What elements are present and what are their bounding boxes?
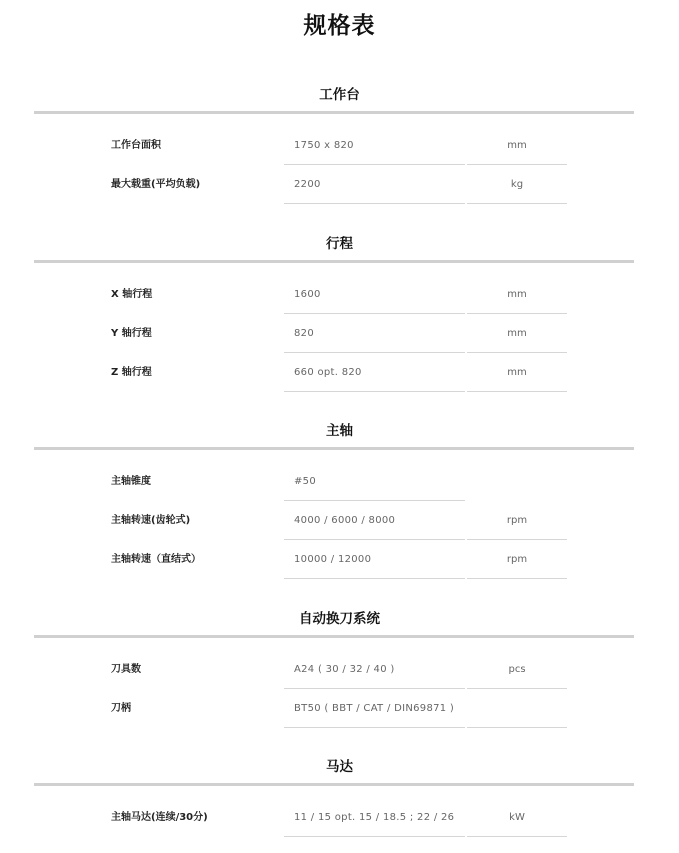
spec-row [0, 126, 679, 165]
spec-unit: kg [510, 179, 524, 190]
spec-row [0, 501, 679, 540]
spec-value-cell [284, 798, 465, 837]
spec-value-cell [284, 540, 465, 579]
spec-value: BT50 ( BBT / CAT / DIN69871 ) [294, 703, 455, 714]
spec-label: 刀柄 [111, 703, 131, 714]
spec-row [0, 165, 679, 204]
spec-unit: mm [507, 367, 527, 378]
spec-label: 刀具数 [111, 664, 141, 675]
spec-label: 工作台面积 [111, 140, 161, 151]
spec-row [0, 353, 679, 392]
section-divider [34, 111, 634, 114]
spec-label: 最大载重(平均负载) [111, 179, 201, 190]
spec-unit-cell [467, 501, 567, 540]
spec-unit: mm [507, 328, 527, 339]
spec-value: 660 opt. 820 [294, 367, 362, 378]
spec-unit-cell [467, 540, 567, 579]
spec-label: X 轴行程 [111, 289, 153, 300]
spec-row [0, 462, 679, 501]
spec-unit: pcs [508, 664, 526, 675]
spec-value: #50 [294, 476, 317, 487]
spec-value: 11 / 15 opt. 15 / 18.5 ; 22 / 26 [294, 812, 455, 823]
page-title: 规格表 [303, 13, 376, 39]
spec-value-cell [284, 689, 465, 728]
section-divider [34, 260, 634, 263]
spec-label: 主轴转速(齿轮式) [111, 515, 191, 526]
section-title: 主轴 [326, 423, 353, 439]
spec-value-cell [284, 126, 465, 165]
spec-value: 4000 / 6000 / 8000 [294, 515, 396, 526]
spec-label: 主轴转速（直结式） [111, 554, 201, 565]
spec-value: 1600 [294, 289, 321, 300]
spec-value-cell [284, 275, 465, 314]
spec-row [0, 689, 679, 728]
spec-unit: mm [507, 140, 527, 151]
spec-value: 2200 [294, 179, 321, 190]
section-divider [34, 783, 634, 786]
spec-value-cell [284, 353, 465, 392]
section-title: 行程 [326, 236, 353, 252]
spec-label: 主轴马达(连续/30分) [111, 812, 208, 823]
spec-value: A24 ( 30 / 32 / 40 ) [294, 664, 395, 675]
spec-label: Y 轴行程 [111, 328, 152, 339]
spec-unit: mm [507, 289, 527, 300]
section-divider [34, 447, 634, 450]
spec-unit: rpm [506, 515, 528, 526]
spec-value: 1750 x 820 [294, 140, 354, 151]
spec-row [0, 275, 679, 314]
spec-unit-cell [467, 126, 567, 165]
section-title: 自动换刀系统 [299, 611, 380, 627]
spec-value: 10000 / 12000 [294, 554, 372, 565]
section-divider [34, 635, 634, 638]
spec-unit-cell [467, 650, 567, 689]
spec-unit-cell [467, 689, 567, 728]
spec-unit-cell [467, 165, 567, 204]
spec-unit-cell [467, 353, 567, 392]
spec-row [0, 314, 679, 353]
spec-value: 820 [294, 328, 314, 339]
spec-unit-cell [467, 314, 567, 353]
section-title: 工作台 [319, 87, 360, 103]
spec-value-cell [284, 165, 465, 204]
spec-value-cell [284, 462, 465, 501]
spec-value-cell [284, 501, 465, 540]
spec-row [0, 798, 679, 837]
spec-unit-cell [467, 275, 567, 314]
spec-unit: rpm [506, 554, 528, 565]
section-title: 马达 [326, 759, 353, 775]
spec-label: Z 轴行程 [111, 367, 152, 378]
spec-value-cell [284, 650, 465, 689]
spec-row [0, 540, 679, 579]
spec-label: 主轴锥度 [111, 476, 151, 487]
spec-row [0, 650, 679, 689]
spec-value-cell [284, 314, 465, 353]
spec-unit-cell [467, 798, 567, 837]
spec-unit: kW [509, 812, 525, 823]
